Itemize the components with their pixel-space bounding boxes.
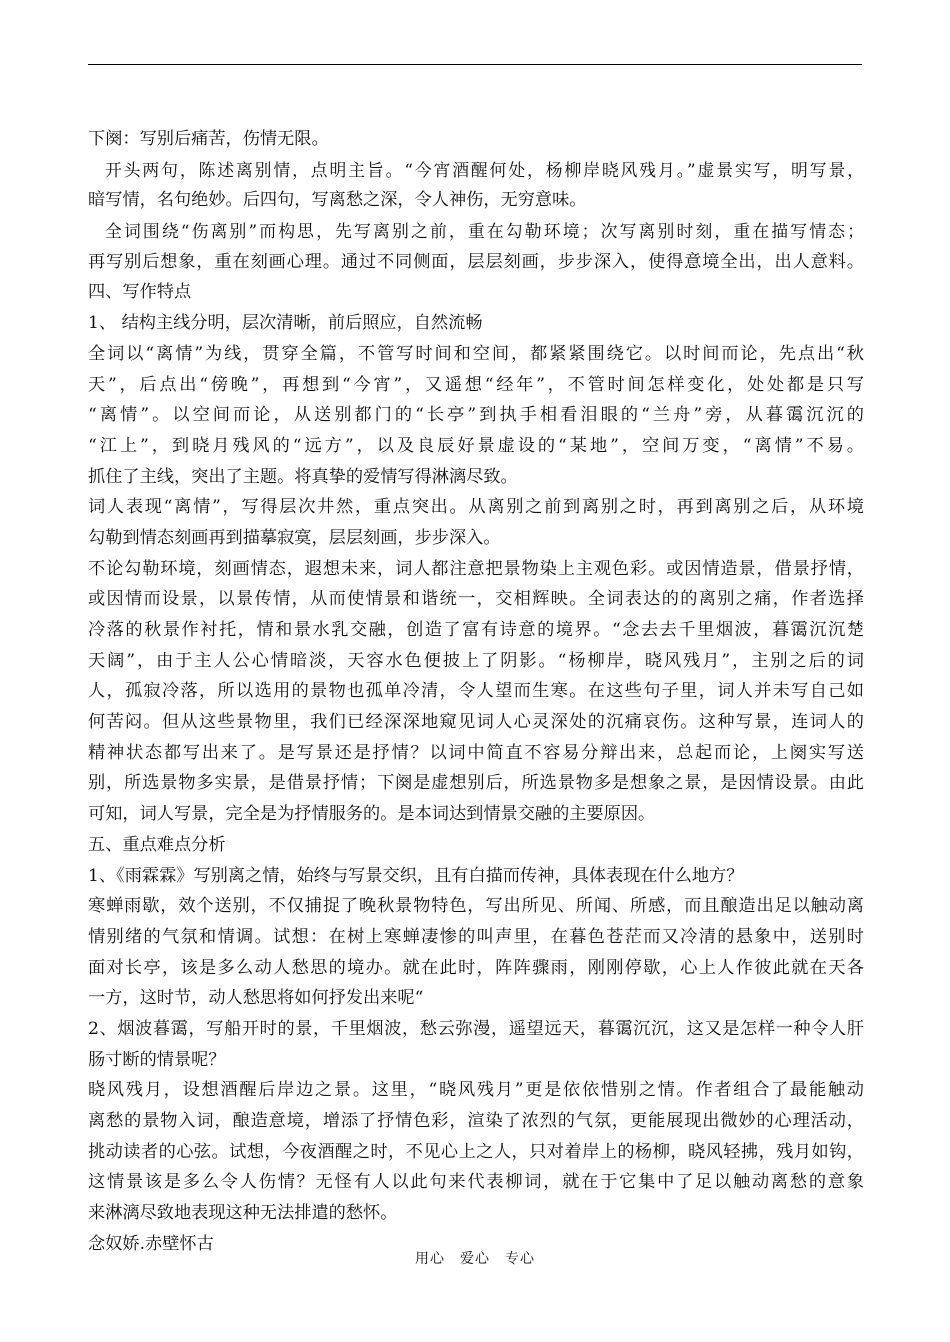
text-line: “江上”，到晓月残风的“远方”，以及良辰好景虚设的“某地”，空间万变，“离情”不易。 bbox=[88, 435, 864, 456]
text-line: 离愁的景物入词，酿造意境，增添了抒情色彩，渲染了浓烈的气氛，更能展现出微妙的心理活动， bbox=[88, 1111, 864, 1131]
text-line: 来淋漓尽致地表现这种无法排遣的愁怀。 bbox=[88, 1203, 398, 1224]
text-line: 词人表现“离情”，写得层次井然，重点突出。从离别之前到离别之时，再到离别之后，从环境 bbox=[88, 497, 864, 518]
text-line: 念奴娇.赤壁怀古 bbox=[88, 1233, 214, 1254]
text-line: 四、写作特点 bbox=[88, 282, 192, 303]
text-line: 抓住了主线，突出了主题。将真挚的爱情写得淋漓尽致。 bbox=[88, 466, 518, 487]
text-line: 五、重点难点分析 bbox=[88, 834, 226, 855]
text-line: 这情景该是多么令人伤情？无怪有人以此句来代表柳词，就在于它集中了足以触动离愁的意象 bbox=[88, 1172, 864, 1193]
text-line: 晓风残月，设想酒醒后岸边之景。这里，“晓风残月”更是依依惜别之情。作者组合了最能触动 bbox=[88, 1080, 864, 1101]
text-line: 人，孤寂冷落，所以选用的景物也孤单冷清，令人望而生寒。在这些句子里，词人并未写自己如 bbox=[88, 681, 864, 702]
text-line: 一方，这时节，动人愁思将如何抒发出来呢“ bbox=[88, 988, 424, 1009]
text-line: 1、 结构主线分明，层次清晰，前后照应，自然流畅 bbox=[88, 313, 483, 334]
text-line: 下阕：写别后痛苦，伤情无限。 bbox=[88, 129, 329, 149]
text-line: 开头两句，陈述离别情，点明主旨。“今宵酒醒何处，杨柳岸晓风残月。”虚景实写，明写景， bbox=[105, 159, 864, 180]
text-line: 1、《雨霖霖》写别离之情，始终与写景交织，且有白描而传神，具体表现在什么地方？ bbox=[88, 865, 744, 886]
text-line: 全词围绕“伤离别”而构思，先写离别之前，重在勾勒环境；次写离别时刻，重在描写情态； bbox=[105, 221, 864, 242]
text-line: 何苦闷。但从这些景物里，我们已经深深地窥见词人心灵深处的沉痛哀伤。这种写景，连词人的 bbox=[88, 712, 864, 733]
text-line: 寒蝉雨歇，效个送别，不仅捕捉了晚秋景物特色，写出所见、所闻、所感，而且酿造出足以触动离 bbox=[88, 896, 864, 917]
text-line: 情别绪的气氛和情调。试想：在树上寒蝉凄惨的叫声里，在暮色苍茫而又冷清的悬象中，送别时 bbox=[88, 926, 864, 947]
text-line: “离情”。以空间而论，从送别都门的“长亭”到执手相看泪眼的“兰舟”旁，从暮霭沉沉的 bbox=[88, 405, 864, 426]
text-line: 不论勾勒环境，刻画情态，遐想未来，词人都注意把景物染上主观色彩。或因情造景，借景抒情， bbox=[88, 558, 864, 579]
text-line: 天阔”，由于主人公心情暗淡，天容水色便披上了阴影。“杨柳岸，晓风残月”，主别之后的词 bbox=[88, 650, 864, 671]
text-line: 2、烟波暮霭，写船开时的景，千里烟波，愁云弥漫，遥望远天，暮霭沉沉，这又是怎样一种令人肝 bbox=[88, 1018, 864, 1039]
text-line: 别，所选景物多实景，是借景抒情；下阕是虚想别后，所选景物多是想象之景，是因情设景。由此 bbox=[88, 773, 864, 794]
document-body bbox=[88, 124, 864, 1259]
text-line: 全词以“离情”为线，贯穿全篇，不管写时间和空间，都紧紧围绕它。以时间而论，先点出“秋 bbox=[88, 343, 864, 364]
text-line: 肠寸断的情景呢？ bbox=[88, 1049, 226, 1070]
text-line: 挑动读者的心弦。试想，今夜酒醒之时，不见心上之人，只对着岸上的杨柳，晓风轻拂，残月如钩， bbox=[88, 1141, 864, 1162]
text-line: 面对长亭，该是多么动人愁思的境办。就在此时，阵阵骤雨，刚刚停歇，心上人作彼此就在天各 bbox=[88, 957, 864, 978]
text-line: 可知，词人写景，完全是为抒情服务的。是本词达到情景交融的主要原因。 bbox=[88, 804, 656, 825]
text-line: 暗写情，名句绝妙。后四句，写离愁之深，令人神伤，无穷意味。 bbox=[88, 190, 587, 211]
text-line: 或因情而设景，以景传情，从而使情景和谐统一，交相辉映。全词表达的的离别之痛，作者选择 bbox=[88, 589, 864, 610]
text-line: 冷落的秋景作衬托，情和景水乳交融，创造了富有诗意的境界。“念去去千里烟波，暮霭沉沉楚 bbox=[88, 620, 864, 640]
header-rule bbox=[88, 64, 862, 65]
text-line: 再写别后想象，重在刻画心理。通过不同侧面，层层刻画，步步深入，使得意境全出，出人意料。 bbox=[88, 251, 864, 272]
text-line: 精神状态都写出来了。是写景还是抒情？以词中简直不容易分辩出来，总起而论，上阕实写送 bbox=[88, 742, 864, 763]
text-line: 勾勒到情态刻画再到描摹寂寞，层层刻画，步步深入。 bbox=[88, 527, 501, 548]
text-line: 天”，后点出“傍晚”，再想到“今宵”，又遥想“经年”，不管时间怎样变化，处处都是只写 bbox=[88, 374, 864, 395]
page-footer: 用心 爱心 专心 bbox=[415, 1251, 535, 1267]
